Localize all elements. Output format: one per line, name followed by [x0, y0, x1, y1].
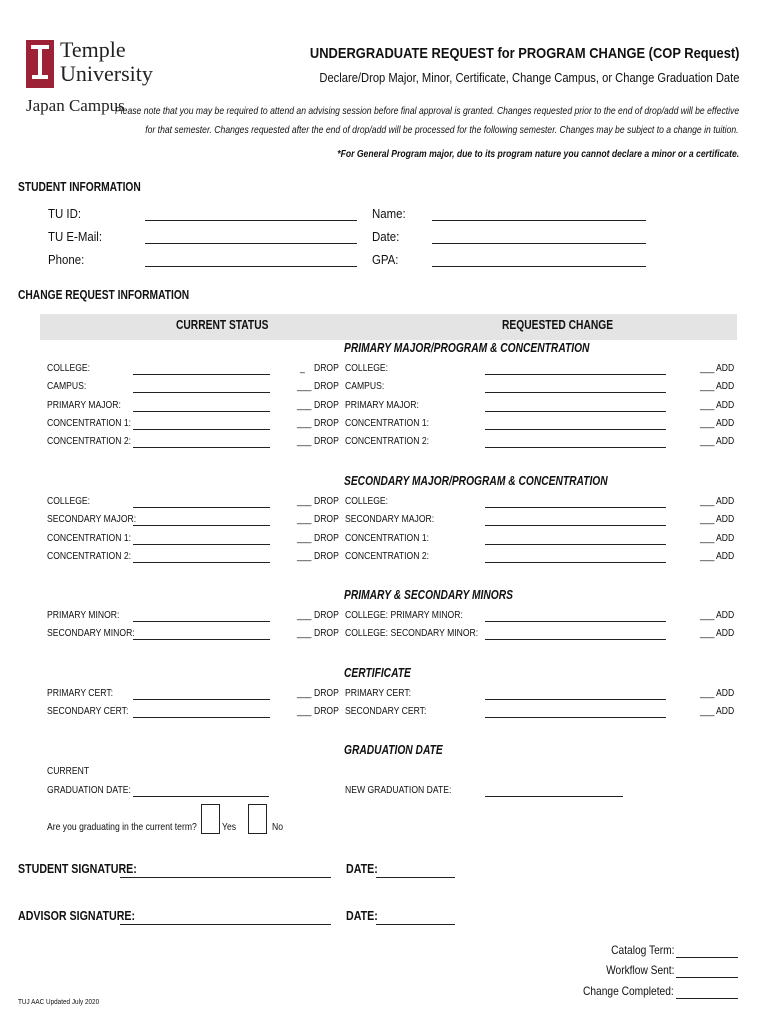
yes-label: Yes: [222, 821, 237, 833]
phone-field[interactable]: [145, 266, 357, 267]
minors-add-label: ADD: [716, 609, 735, 621]
primary-add-blank[interactable]: ___: [700, 435, 715, 447]
primary-add-label: ADD: [716, 435, 735, 447]
primary-requested-field[interactable]: [485, 374, 666, 375]
minors-drop-label: DROP: [314, 627, 339, 639]
note-line-2: for that semester. Changes requested after the end of drop/add will be processed for the following semester. Changes may be subject to a change in tuition.: [145, 124, 739, 136]
change-completed-label: Change Completed:: [583, 984, 674, 998]
graduating-question: Are you graduating in the current term?: [47, 821, 197, 833]
secondary-current-field[interactable]: [133, 544, 270, 545]
secondary-add-label: ADD: [716, 495, 735, 507]
primary-current-label: CAMPUS:: [47, 380, 87, 392]
primary-requested-field[interactable]: [485, 447, 666, 448]
primary-requested-label: PRIMARY MAJOR:: [345, 399, 419, 411]
date-field[interactable]: [432, 243, 646, 244]
catalog-term-label: Catalog Term:: [610, 943, 674, 957]
updated-note: TUJ AAC Updated July 2020: [18, 997, 100, 1006]
secondary-add-label: ADD: [716, 532, 735, 544]
current-status-heading: CURRENT STATUS: [176, 318, 269, 332]
gpa-field[interactable]: [432, 266, 646, 267]
advisor-signature-field[interactable]: [120, 924, 331, 925]
secondary-requested-field[interactable]: [485, 544, 666, 545]
secondary-add-blank[interactable]: ___: [700, 532, 715, 544]
primary-add-blank[interactable]: ___: [700, 362, 715, 374]
form-title: UNDERGRADUATE REQUEST for PROGRAM CHANGE (COP Request): [309, 45, 739, 62]
primary-current-label: CONCENTRATION 1:: [47, 417, 132, 429]
primary-drop-blank[interactable]: _: [300, 362, 305, 374]
student-info-heading: STUDENT INFORMATION: [18, 180, 141, 194]
advisor-date-field[interactable]: [376, 924, 455, 925]
secondary-add-blank[interactable]: ___: [700, 513, 715, 525]
student-date-label: DATE:: [346, 861, 378, 876]
primary-add-label: ADD: [716, 417, 735, 429]
secondary-drop-blank[interactable]: ___: [297, 532, 312, 544]
minors-requested-field[interactable]: [485, 621, 666, 622]
primary-drop-label: DROP: [314, 435, 339, 447]
primary-current-label: PRIMARY MAJOR:: [47, 399, 121, 411]
secondary-current-field[interactable]: [133, 562, 270, 563]
tu-id-label: TU ID:: [48, 206, 82, 221]
no-checkbox[interactable]: [248, 804, 267, 834]
cert-requested-field[interactable]: [485, 717, 666, 718]
minors-drop-label: DROP: [314, 609, 339, 621]
cert-drop-blank[interactable]: ___: [297, 705, 312, 717]
graduation-date-heading: GRADUATION DATE: [344, 743, 443, 757]
primary-drop-label: DROP: [314, 362, 339, 374]
secondary-drop-label: DROP: [314, 513, 339, 525]
tu-id-field[interactable]: [145, 220, 357, 221]
secondary-current-field[interactable]: [133, 525, 270, 526]
form-subtitle: Declare/Drop Major, Minor, Certificate, Change Campus, or Change Graduation Date: [318, 70, 739, 85]
cert-requested-field[interactable]: [485, 699, 666, 700]
cert-current-field[interactable]: [133, 717, 270, 718]
primary-requested-label: CONCENTRATION 2:: [345, 435, 430, 447]
current-grad-label-1: CURRENT: [47, 765, 90, 777]
minors-current-field[interactable]: [133, 639, 270, 640]
secondary-current-field[interactable]: [133, 507, 270, 508]
secondary-major-heading: SECONDARY MAJOR/PROGRAM & CONCENTRATION: [344, 474, 608, 488]
student-date-field[interactable]: [376, 877, 455, 878]
secondary-current-label: SECONDARY MAJOR:: [47, 513, 137, 525]
minors-heading: PRIMARY & SECONDARY MINORS: [344, 588, 513, 602]
note-general-program: *For General Program major, due to its program nature you cannot declare a minor or a certificate.: [337, 148, 739, 160]
primary-current-field[interactable]: [133, 392, 270, 393]
primary-drop-blank[interactable]: ___: [297, 399, 312, 411]
no-label: No: [272, 821, 284, 833]
current-grad-date-field[interactable]: [133, 796, 269, 797]
workflow-sent-label: Workflow Sent:: [605, 963, 674, 977]
cert-current-label: SECONDARY CERT:: [47, 705, 129, 717]
certificate-heading: CERTIFICATE: [344, 666, 411, 680]
logo-subtitle: Japan Campus: [26, 96, 125, 115]
phone-label: Phone:: [48, 252, 85, 267]
name-label: Name:: [372, 206, 406, 221]
secondary-requested-label: SECONDARY MAJOR:: [345, 513, 435, 525]
primary-current-field[interactable]: [133, 411, 270, 412]
secondary-requested-field[interactable]: [485, 525, 666, 526]
advisor-signature-label: ADVISOR SIGNATURE:: [18, 908, 136, 923]
primary-drop-label: DROP: [314, 399, 339, 411]
catalog-term-field[interactable]: [676, 957, 738, 958]
primary-requested-label: CONCENTRATION 1:: [345, 417, 430, 429]
minors-drop-blank[interactable]: ___: [297, 609, 312, 621]
primary-requested-label: COLLEGE:: [345, 362, 389, 374]
advisor-date-label: DATE:: [346, 908, 378, 923]
secondary-current-label: CONCENTRATION 2:: [47, 550, 132, 562]
minors-requested-label: COLLEGE: PRIMARY MINOR:: [345, 609, 463, 621]
minors-add-blank[interactable]: ___: [700, 609, 715, 621]
secondary-current-label: CONCENTRATION 1:: [47, 532, 132, 544]
primary-current-label: COLLEGE:: [47, 362, 91, 374]
primary-current-field[interactable]: [133, 374, 270, 375]
gpa-label: GPA:: [372, 252, 399, 267]
primary-drop-label: DROP: [314, 380, 339, 392]
secondary-requested-label: CONCENTRATION 1:: [345, 532, 430, 544]
primary-add-label: ADD: [716, 380, 735, 392]
primary-current-field[interactable]: [133, 429, 270, 430]
primary-add-blank[interactable]: ___: [700, 380, 715, 392]
temple-logo-mark: [26, 40, 54, 88]
secondary-current-label: COLLEGE:: [47, 495, 91, 507]
secondary-add-blank[interactable]: ___: [700, 550, 715, 562]
secondary-add-label: ADD: [716, 550, 735, 562]
primary-requested-field[interactable]: [485, 411, 666, 412]
requested-change-heading: REQUESTED CHANGE: [502, 318, 614, 332]
primary-requested-field[interactable]: [485, 392, 666, 393]
primary-add-blank[interactable]: ___: [700, 399, 715, 411]
primary-add-blank[interactable]: ___: [700, 417, 715, 429]
cert-add-label: ADD: [716, 705, 735, 717]
secondary-requested-label: COLLEGE:: [345, 495, 389, 507]
minors-requested-label: COLLEGE: SECONDARY MINOR:: [345, 627, 479, 639]
student-signature-label: STUDENT SIGNATURE:: [18, 861, 137, 876]
minors-drop-blank[interactable]: ___: [297, 627, 312, 639]
student-signature-field[interactable]: [120, 877, 331, 878]
secondary-requested-label: CONCENTRATION 2:: [345, 550, 430, 562]
workflow-sent-field[interactable]: [676, 977, 738, 978]
minors-add-blank[interactable]: ___: [700, 627, 715, 639]
cert-current-label: PRIMARY CERT:: [47, 687, 114, 699]
yes-checkbox[interactable]: [201, 804, 220, 834]
primary-current-label: CONCENTRATION 2:: [47, 435, 132, 447]
secondary-requested-field[interactable]: [485, 562, 666, 563]
primary-current-field[interactable]: [133, 447, 270, 448]
date-label: Date:: [372, 229, 400, 244]
primary-drop-blank[interactable]: ___: [297, 435, 312, 447]
cert-requested-label: SECONDARY CERT:: [345, 705, 427, 717]
new-grad-date-field[interactable]: [485, 796, 623, 797]
cert-requested-label: PRIMARY CERT:: [345, 687, 412, 699]
logo-line-1: Temple: [60, 37, 126, 62]
secondary-drop-blank[interactable]: ___: [297, 495, 312, 507]
change-completed-field[interactable]: [676, 998, 738, 999]
tu-email-label: TU E-Mail:: [48, 229, 103, 244]
primary-drop-blank[interactable]: ___: [297, 380, 312, 392]
secondary-drop-blank[interactable]: ___: [297, 513, 312, 525]
cert-drop-blank[interactable]: ___: [297, 687, 312, 699]
primary-requested-field[interactable]: [485, 429, 666, 430]
cert-drop-label: DROP: [314, 687, 339, 699]
primary-requested-label: CAMPUS:: [345, 380, 385, 392]
current-grad-label-2: GRADUATION DATE:: [47, 784, 131, 796]
secondary-drop-label: DROP: [314, 495, 339, 507]
cert-add-label: ADD: [716, 687, 735, 699]
cert-add-blank[interactable]: ___: [700, 687, 715, 699]
change-request-heading: CHANGE REQUEST INFORMATION: [18, 288, 190, 302]
minors-current-label: PRIMARY MINOR:: [47, 609, 120, 621]
cert-drop-label: DROP: [314, 705, 339, 717]
cert-current-field[interactable]: [133, 699, 270, 700]
secondary-drop-label: DROP: [314, 532, 339, 544]
primary-major-heading: PRIMARY MAJOR/PROGRAM & CONCENTRATION: [344, 341, 590, 355]
secondary-add-label: ADD: [716, 513, 735, 525]
minors-current-label: SECONDARY MINOR:: [47, 627, 135, 639]
secondary-requested-field[interactable]: [485, 507, 666, 508]
status-header-band: [40, 314, 737, 340]
primary-add-label: ADD: [716, 399, 735, 411]
primary-add-label: ADD: [716, 362, 735, 374]
primary-drop-blank[interactable]: ___: [297, 417, 312, 429]
minors-add-label: ADD: [716, 627, 735, 639]
minors-current-field[interactable]: [133, 621, 270, 622]
minors-requested-field[interactable]: [485, 639, 666, 640]
secondary-drop-blank[interactable]: ___: [297, 550, 312, 562]
secondary-drop-label: DROP: [314, 550, 339, 562]
new-grad-date-label: NEW GRADUATION DATE:: [345, 784, 452, 796]
secondary-add-blank[interactable]: ___: [700, 495, 715, 507]
primary-drop-label: DROP: [314, 417, 339, 429]
note-line-1: Please note that you may be required to attend an advising session before final approval is granted. Changes requested prior to the end of drop/add will be effective: [114, 105, 739, 117]
tu-email-field[interactable]: [145, 243, 357, 244]
logo-line-2: University: [60, 61, 153, 86]
name-field[interactable]: [432, 220, 646, 221]
cert-add-blank[interactable]: ___: [700, 705, 715, 717]
